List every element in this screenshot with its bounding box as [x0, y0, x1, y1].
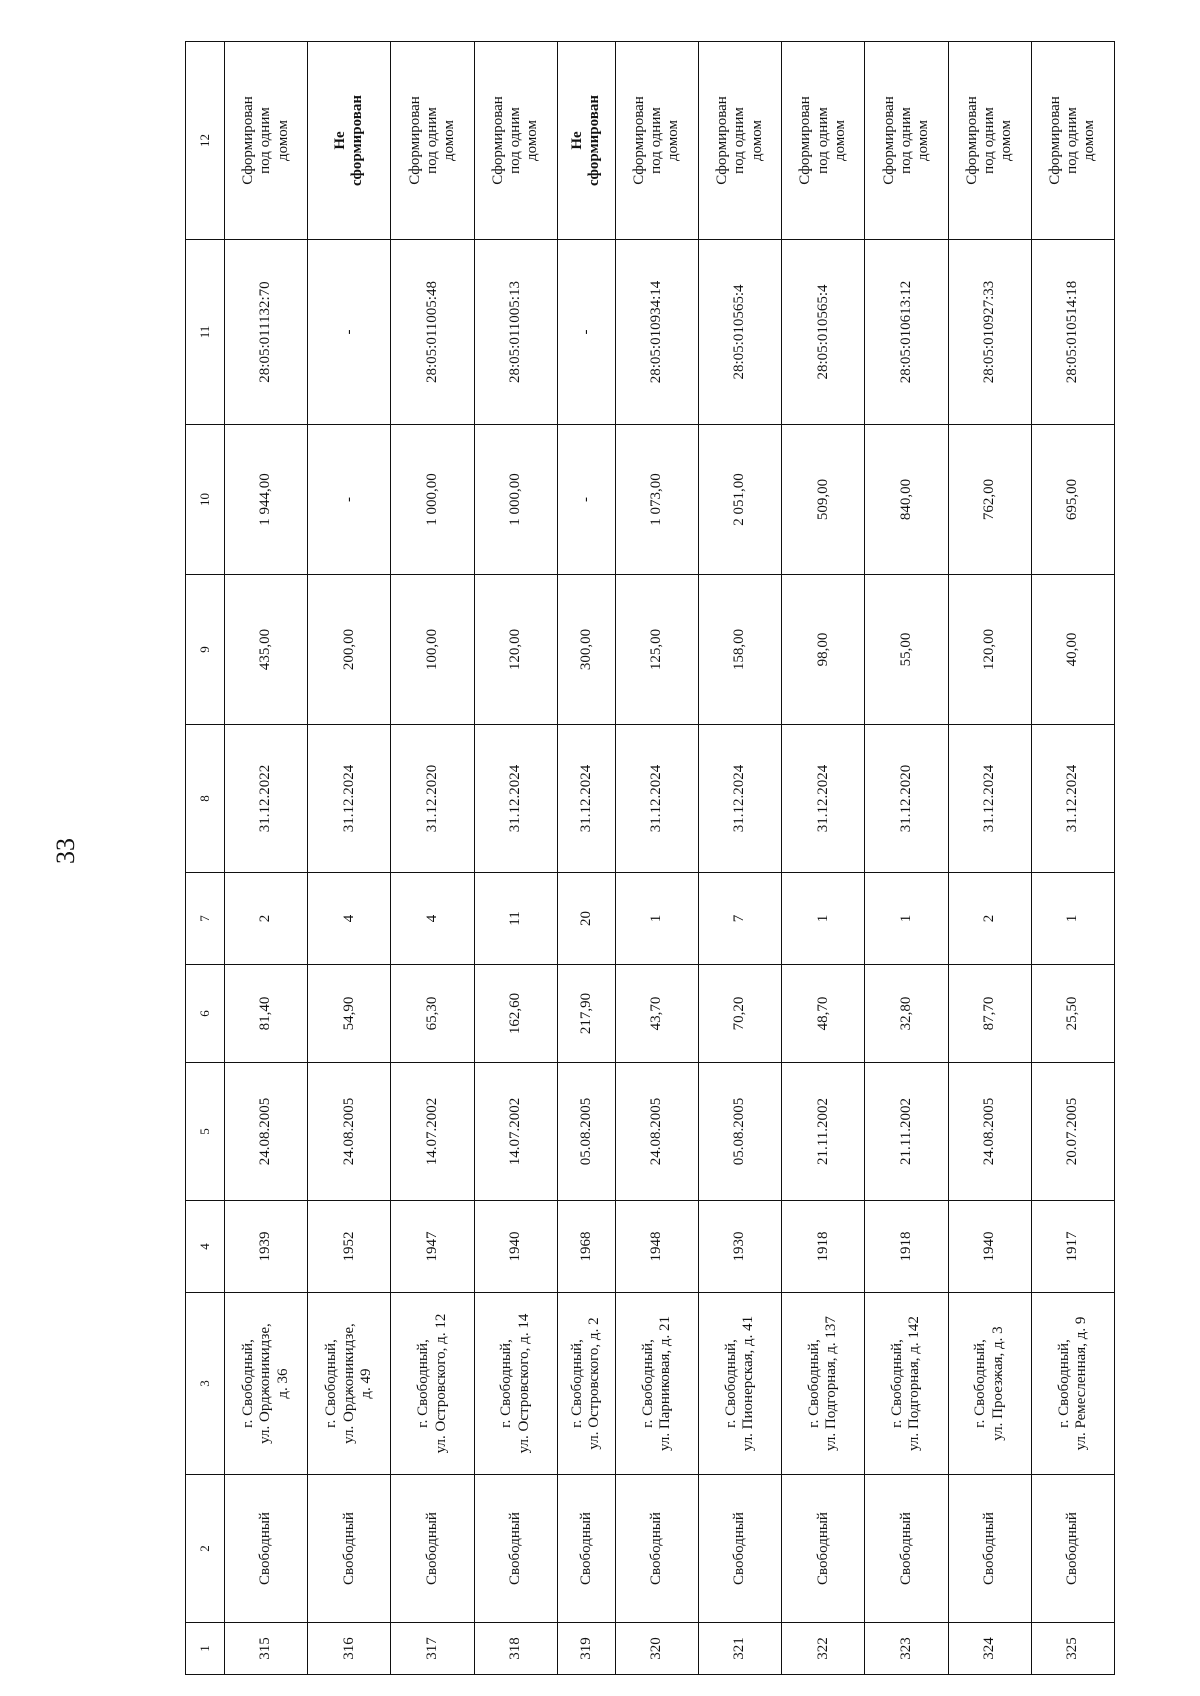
- status-cell: Сформирован под одним домом: [225, 42, 308, 240]
- cadastral-cell: 28:05:010565:4: [782, 240, 865, 425]
- date-cell: 24.08.2005: [948, 1063, 1031, 1201]
- deadline-cell: 31.12.2024: [557, 725, 615, 873]
- area-cell: 54,90: [308, 965, 391, 1063]
- deadline-cell: 31.12.2024: [1031, 725, 1114, 873]
- address-cell: г. Свободный, ул. Орджоникидзе, д. 49: [308, 1293, 391, 1475]
- row-number: 317: [391, 1623, 474, 1675]
- settlement-cell: Свободный: [557, 1475, 615, 1623]
- count-cell: 2: [225, 873, 308, 965]
- address-cell: г. Свободный, ул. Подгорная, д. 137: [782, 1293, 865, 1475]
- settlement-cell: Свободный: [308, 1475, 391, 1623]
- cadastral-cell: -: [557, 240, 615, 425]
- area-cell: 25,50: [1031, 965, 1114, 1063]
- address-cell: г. Свободный, ул. Островского, д. 14: [474, 1293, 557, 1475]
- land-area-cell: 2 051,00: [698, 425, 781, 575]
- year-cell: 1939: [225, 1201, 308, 1293]
- table-row: [225, 42, 308, 1675]
- address-cell: г. Свободный, ул. Орджоникидзе, д. 36: [225, 1293, 308, 1475]
- column-header-12: 12: [186, 42, 225, 240]
- settlement-cell: Свободный: [391, 1475, 474, 1623]
- address-cell: г. Свободный, ул. Островского, д. 2: [557, 1293, 615, 1475]
- address-cell: г. Свободный, ул. Островского, д. 12: [391, 1293, 474, 1475]
- address-cell: г. Свободный, ул. Пионерская, д. 41: [698, 1293, 781, 1475]
- address-cell: г. Свободный, ул. Парниковая, д. 21: [615, 1293, 698, 1475]
- year-cell: 1948: [615, 1201, 698, 1293]
- status-cell: Сформирован под одним домом: [698, 42, 781, 240]
- year-cell: 1968: [557, 1201, 615, 1293]
- cadastral-cell: 28:05:010934:14: [615, 240, 698, 425]
- column-header-7: 7: [186, 873, 225, 965]
- deadline-cell: 31.12.2024: [948, 725, 1031, 873]
- registry-table: [185, 41, 1115, 1675]
- deadline-cell: 31.12.2020: [865, 725, 948, 873]
- area2-cell: 55,00: [865, 575, 948, 725]
- column-header-4: 4: [186, 1201, 225, 1293]
- status-cell: Сформирован под одним домом: [391, 42, 474, 240]
- status-cell: Не сформирован: [557, 42, 615, 240]
- rotated-table-wrapper: [185, 42, 1115, 1675]
- table-row: [557, 42, 615, 1675]
- table-row: [391, 42, 474, 1675]
- column-header-11: 11: [186, 240, 225, 425]
- date-cell: 21.11.2002: [865, 1063, 948, 1201]
- date-cell: 20.07.2005: [1031, 1063, 1114, 1201]
- land-area-cell: 1 000,00: [474, 425, 557, 575]
- page-number: 33: [51, 838, 80, 864]
- date-cell: 24.08.2005: [225, 1063, 308, 1201]
- row-number: 325: [1031, 1623, 1114, 1675]
- date-cell: 05.08.2005: [557, 1063, 615, 1201]
- land-area-cell: 509,00: [782, 425, 865, 575]
- area-cell: 70,20: [698, 965, 781, 1063]
- area-cell: 162,60: [474, 965, 557, 1063]
- area2-cell: 300,00: [557, 575, 615, 725]
- land-area-cell: 1 000,00: [391, 425, 474, 575]
- settlement-cell: Свободный: [782, 1475, 865, 1623]
- year-cell: 1918: [865, 1201, 948, 1293]
- table-row: [782, 42, 865, 1675]
- land-area-cell: -: [308, 425, 391, 575]
- date-cell: 14.07.2002: [474, 1063, 557, 1201]
- year-cell: 1930: [698, 1201, 781, 1293]
- deadline-cell: 31.12.2024: [474, 725, 557, 873]
- row-number: 316: [308, 1623, 391, 1675]
- row-number: 324: [948, 1623, 1031, 1675]
- table-row: [865, 42, 948, 1675]
- area2-cell: 435,00: [225, 575, 308, 725]
- column-header-5: 5: [186, 1063, 225, 1201]
- land-area-cell: 840,00: [865, 425, 948, 575]
- cadastral-cell: 28:05:011005:13: [474, 240, 557, 425]
- deadline-cell: 31.12.2024: [308, 725, 391, 873]
- date-cell: 14.07.2002: [391, 1063, 474, 1201]
- area-cell: 81,40: [225, 965, 308, 1063]
- area2-cell: 158,00: [698, 575, 781, 725]
- address-cell: г. Свободный, ул. Ремесленная, д. 9: [1031, 1293, 1114, 1475]
- row-number: 315: [225, 1623, 308, 1675]
- area-cell: 32,80: [865, 965, 948, 1063]
- year-cell: 1952: [308, 1201, 391, 1293]
- cadastral-cell: 28:05:010565:4: [698, 240, 781, 425]
- deadline-cell: 31.12.2024: [698, 725, 781, 873]
- land-area-cell: -: [557, 425, 615, 575]
- column-header-2: 2: [186, 1475, 225, 1623]
- address-cell: г. Свободный, ул. Подгорная, д. 142: [865, 1293, 948, 1475]
- settlement-cell: Свободный: [225, 1475, 308, 1623]
- cadastral-cell: 28:05:011132:70: [225, 240, 308, 425]
- table-body: [225, 42, 1115, 1675]
- settlement-cell: Свободный: [1031, 1475, 1114, 1623]
- year-cell: 1918: [782, 1201, 865, 1293]
- count-cell: 1: [782, 873, 865, 965]
- area-cell: 43,70: [615, 965, 698, 1063]
- count-cell: 2: [948, 873, 1031, 965]
- status-cell: Сформирован под одним домом: [615, 42, 698, 240]
- deadline-cell: 31.12.2020: [391, 725, 474, 873]
- area2-cell: 125,00: [615, 575, 698, 725]
- deadline-cell: 31.12.2024: [615, 725, 698, 873]
- count-cell: 1: [865, 873, 948, 965]
- row-number: 321: [698, 1623, 781, 1675]
- count-cell: 1: [615, 873, 698, 965]
- land-area-cell: 762,00: [948, 425, 1031, 575]
- row-number: 318: [474, 1623, 557, 1675]
- date-cell: 21.11.2002: [782, 1063, 865, 1201]
- column-header-1: 1: [186, 1623, 225, 1675]
- column-header-9: 9: [186, 575, 225, 725]
- area2-cell: 120,00: [474, 575, 557, 725]
- table-row: [948, 42, 1031, 1675]
- column-header-8: 8: [186, 725, 225, 873]
- row-number: 319: [557, 1623, 615, 1675]
- cadastral-cell: 28:05:010514:18: [1031, 240, 1114, 425]
- column-header-6: 6: [186, 965, 225, 1063]
- area2-cell: 98,00: [782, 575, 865, 725]
- cadastral-cell: -: [308, 240, 391, 425]
- year-cell: 1947: [391, 1201, 474, 1293]
- cadastral-cell: 28:05:010927:33: [948, 240, 1031, 425]
- settlement-cell: Свободный: [865, 1475, 948, 1623]
- address-cell: г. Свободный, ул. Проезжая, д. 3: [948, 1293, 1031, 1475]
- row-number: 322: [782, 1623, 865, 1675]
- year-cell: 1917: [1031, 1201, 1114, 1293]
- land-area-cell: 695,00: [1031, 425, 1114, 575]
- status-cell: Не сформирован: [308, 42, 391, 240]
- count-cell: 1: [1031, 873, 1114, 965]
- area-cell: 48,70: [782, 965, 865, 1063]
- settlement-cell: Свободный: [474, 1475, 557, 1623]
- cadastral-cell: 28:05:011005:48: [391, 240, 474, 425]
- status-cell: Сформирован под одним домом: [474, 42, 557, 240]
- table-row: [615, 42, 698, 1675]
- header-row: [186, 42, 225, 1675]
- count-cell: 11: [474, 873, 557, 965]
- column-header-3: 3: [186, 1293, 225, 1475]
- area-cell: 65,30: [391, 965, 474, 1063]
- area2-cell: 40,00: [1031, 575, 1114, 725]
- row-number: 323: [865, 1623, 948, 1675]
- count-cell: 4: [391, 873, 474, 965]
- count-cell: 4: [308, 873, 391, 965]
- table-row: [308, 42, 391, 1675]
- date-cell: 05.08.2005: [698, 1063, 781, 1201]
- status-cell: Сформирован под одним домом: [1031, 42, 1114, 240]
- deadline-cell: 31.12.2024: [782, 725, 865, 873]
- area-cell: 87,70: [948, 965, 1031, 1063]
- deadline-cell: 31.12.2022: [225, 725, 308, 873]
- area2-cell: 120,00: [948, 575, 1031, 725]
- area2-cell: 200,00: [308, 575, 391, 725]
- year-cell: 1940: [948, 1201, 1031, 1293]
- area-cell: 217,90: [557, 965, 615, 1063]
- status-cell: Сформирован под одним домом: [782, 42, 865, 240]
- settlement-cell: Свободный: [948, 1475, 1031, 1623]
- year-cell: 1940: [474, 1201, 557, 1293]
- date-cell: 24.08.2005: [615, 1063, 698, 1201]
- row-number: 320: [615, 1623, 698, 1675]
- table-row: [1031, 42, 1114, 1675]
- table-row: [698, 42, 781, 1675]
- land-area-cell: 1 944,00: [225, 425, 308, 575]
- date-cell: 24.08.2005: [308, 1063, 391, 1201]
- count-cell: 7: [698, 873, 781, 965]
- table-row: [474, 42, 557, 1675]
- status-cell: Сформирован под одним домом: [948, 42, 1031, 240]
- land-area-cell: 1 073,00: [615, 425, 698, 575]
- status-cell: Сформирован под одним домом: [865, 42, 948, 240]
- column-header-10: 10: [186, 425, 225, 575]
- settlement-cell: Свободный: [698, 1475, 781, 1623]
- area2-cell: 100,00: [391, 575, 474, 725]
- settlement-cell: Свободный: [615, 1475, 698, 1623]
- count-cell: 20: [557, 873, 615, 965]
- cadastral-cell: 28:05:010613:12: [865, 240, 948, 425]
